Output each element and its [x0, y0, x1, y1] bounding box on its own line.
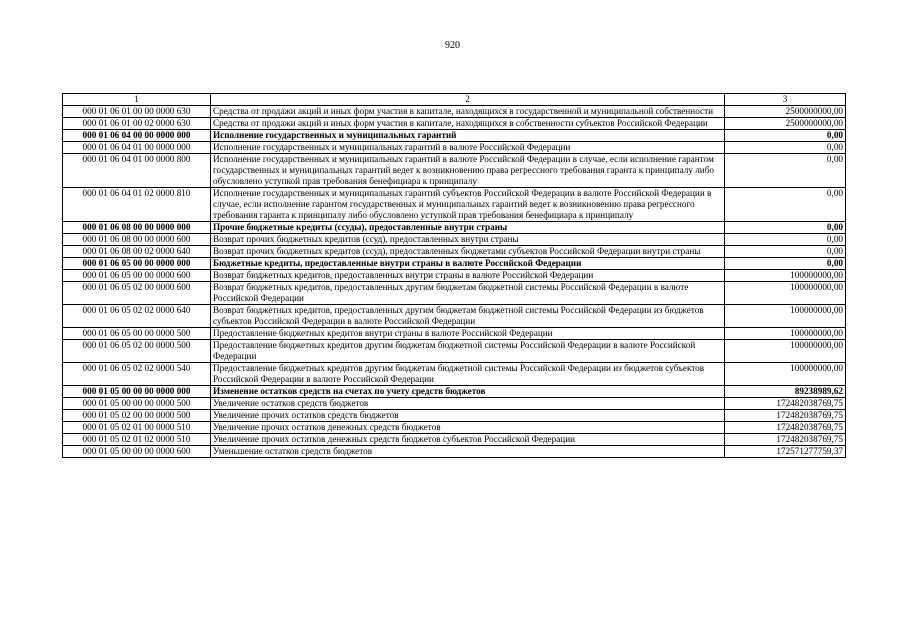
row-sum: 100000000,00 [725, 270, 846, 282]
row-name: Увеличение прочих остатков средств бюджетов [211, 410, 725, 422]
row-sum: 172482038769,75 [725, 398, 846, 410]
row-sum: 172482038769,75 [725, 422, 846, 434]
row-name: Исполнение государственных и муниципальных гарантий [211, 130, 725, 142]
row-name: Средства от продажи акций и иных форм участия в капитале, находящихся в государственной и муниципальной собственности [211, 106, 725, 118]
table-row [63, 446, 846, 458]
row-code: 000 01 06 05 00 00 0000 000 [63, 258, 211, 270]
row-code: 000 01 06 04 01 02 0000 810 [63, 188, 211, 222]
table-row [63, 118, 846, 130]
row-sum: 0,00 [725, 258, 846, 270]
row-name: Увеличение прочих остатков денежных средств бюджетов [211, 422, 725, 434]
row-name: Возврат прочих бюджетных кредитов (ссуд), предоставленных бюджетами субъектов Российской Федерации внутри страны [211, 246, 725, 258]
page-number: 920 [445, 40, 460, 51]
row-code: 000 01 06 05 02 02 0000 640 [63, 305, 211, 328]
row-code: 000 01 05 00 00 00 0000 000 [63, 386, 211, 398]
table-row [63, 305, 846, 328]
table-row [63, 222, 846, 234]
header-col-3: 3 [725, 94, 846, 106]
row-code: 000 01 06 01 00 00 0000 630 [63, 106, 211, 118]
row-sum: 2500000000,00 [725, 106, 846, 118]
table-row [63, 282, 846, 305]
row-name: Исполнение государственных и муниципальных гарантий в валюте Российской Федерации в случае, если исполнение гарантом государственных и муниципальных гарантий ведет к возникновению права регрессного требования гаранта к принципалу либо обусловлено уступкой прав требования бенефициара к принципалу [211, 154, 725, 188]
row-code: 000 01 05 02 01 00 0000 510 [63, 422, 211, 434]
table-row [63, 410, 846, 422]
row-sum: 0,00 [725, 234, 846, 246]
row-code: 000 01 06 01 00 02 0000 630 [63, 118, 211, 130]
row-name: Исполнение государственных и муниципальных гарантий в валюте Российской Федерации [211, 142, 725, 154]
row-name: Возврат прочих бюджетных кредитов (ссуд), предоставленных внутри страны [211, 234, 725, 246]
row-sum: 0,00 [725, 246, 846, 258]
table-row [63, 106, 846, 118]
table-row [63, 340, 846, 363]
row-name: Уменьшение остатков средств бюджетов [211, 446, 725, 458]
row-sum: 0,00 [725, 222, 846, 234]
row-name: Изменение остатков средств на счетах по учету средств бюджетов [211, 386, 725, 398]
header-col-1: 1 [63, 94, 211, 106]
row-name: Увеличение прочих остатков денежных средств бюджетов субъектов Российской Федерации [211, 434, 725, 446]
row-code: 000 01 06 05 00 00 0000 600 [63, 270, 211, 282]
row-name: Возврат бюджетных кредитов, предоставленных другим бюджетам бюджетной системы Российской Федерации из бюджетов субъектов Российской Федерации в валюте Российской Федерации [211, 305, 725, 328]
row-code: 000 01 06 04 01 00 0000 800 [63, 154, 211, 188]
row-code: 000 01 05 02 00 00 0000 500 [63, 410, 211, 422]
row-name: Бюджетные кредиты, предоставленные внутри страны в валюте Российской Федерации [211, 258, 725, 270]
row-sum: 172482038769,75 [725, 434, 846, 446]
table-row [63, 188, 846, 222]
row-sum: 2500000000,00 [725, 118, 846, 130]
row-sum: 89238989,62 [725, 386, 846, 398]
row-sum: 172571277759,37 [725, 446, 846, 458]
row-code: 000 01 06 04 00 00 0000 000 [63, 130, 211, 142]
table-row [63, 154, 846, 188]
table-row [63, 386, 846, 398]
table-row [63, 363, 846, 386]
row-code: 000 01 05 02 01 02 0000 510 [63, 434, 211, 446]
table-row [63, 130, 846, 142]
row-name: Исполнение государственных и муниципальных гарантий субъектов Российской Федерации в валюте Российской Федерации в случае, если исполнение гарантом государственных и муниципальных гарантий ведет к возникновению права регрессного требования гаранта к принципалу либо обусловлено уступкой прав требования бенефициара к принципалу [211, 188, 725, 222]
row-sum: 100000000,00 [725, 282, 846, 305]
table-row [63, 258, 846, 270]
row-sum: 100000000,00 [725, 328, 846, 340]
row-name: Возврат бюджетных кредитов, предоставленных внутри страны в валюте Российской Федерации [211, 270, 725, 282]
row-name: Средства от продажи акций и иных форм участия в капитале, находящихся в собственности субъектов Российской Федерации [211, 118, 725, 130]
table-row [63, 234, 846, 246]
row-code: 000 01 06 05 02 00 0000 600 [63, 282, 211, 305]
row-code: 000 01 05 00 00 00 0000 600 [63, 446, 211, 458]
table-header-row [63, 94, 846, 106]
row-name: Увеличение остатков средств бюджетов [211, 398, 725, 410]
row-code: 000 01 06 08 00 02 0000 640 [63, 246, 211, 258]
table-row [63, 398, 846, 410]
row-sum: 0,00 [725, 154, 846, 188]
budget-sources-table [62, 93, 846, 458]
table-row [63, 422, 846, 434]
row-name: Предоставление бюджетных кредитов другим бюджетам бюджетной системы Российской Федерации в валюте Российской Федерации [211, 340, 725, 363]
row-sum: 0,00 [725, 130, 846, 142]
row-code: 000 01 06 08 00 00 0000 000 [63, 222, 211, 234]
table-body [63, 106, 846, 458]
row-name: Прочие бюджетные кредиты (ссуды), предоставленные внутри страны [211, 222, 725, 234]
row-code: 000 01 06 05 00 00 0000 500 [63, 328, 211, 340]
row-code: 000 01 06 08 00 00 0000 600 [63, 234, 211, 246]
row-code: 000 01 05 00 00 00 0000 500 [63, 398, 211, 410]
row-name: Возврат бюджетных кредитов, предоставленных другим бюджетам бюджетной системы Российской Федерации в валюте Российской Федерации [211, 282, 725, 305]
row-sum: 100000000,00 [725, 363, 846, 386]
row-code: 000 01 06 05 02 02 0000 540 [63, 363, 211, 386]
table-row [63, 328, 846, 340]
row-sum: 0,00 [725, 142, 846, 154]
row-sum: 100000000,00 [725, 305, 846, 328]
table-row [63, 270, 846, 282]
header-col-2: 2 [211, 94, 725, 106]
table-row [63, 246, 846, 258]
row-name: Предоставление бюджетных кредитов другим бюджетам бюджетной системы Российской Федерации из бюджетов субъектов Российской Федерации в валюте Российской Федерации [211, 363, 725, 386]
row-code: 000 01 06 04 01 00 0000 000 [63, 142, 211, 154]
row-sum: 0,00 [725, 188, 846, 222]
table-row [63, 434, 846, 446]
row-sum: 172482038769,75 [725, 410, 846, 422]
table-row [63, 142, 846, 154]
row-name: Предоставление бюджетных кредитов внутри страны в валюте Российской Федерации [211, 328, 725, 340]
row-sum: 100000000,00 [725, 340, 846, 363]
row-code: 000 01 06 05 02 00 0000 500 [63, 340, 211, 363]
